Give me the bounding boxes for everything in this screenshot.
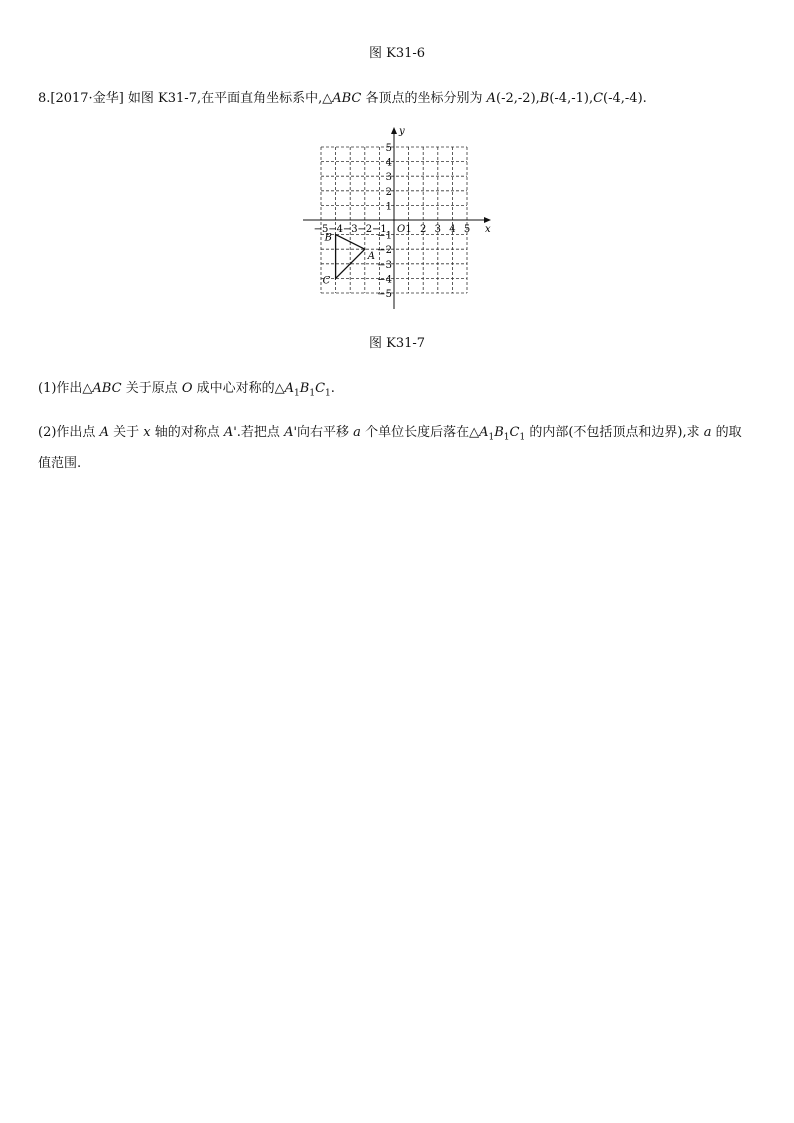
part2-text-10: 个单位长度后落在△ bbox=[360, 425, 480, 440]
y-tick-label: −4 bbox=[377, 274, 392, 286]
y-tick-label: −1 bbox=[377, 230, 392, 242]
part2-text-19: 的取 bbox=[711, 425, 742, 440]
part1-text-4: 成中心对称的△ bbox=[192, 381, 285, 396]
problem-text-2: 各顶点的坐标分别为 bbox=[361, 91, 487, 106]
problem-text-8: (-4,-4). bbox=[603, 91, 647, 106]
x-tick-label: −5 bbox=[313, 224, 329, 235]
part1-text-8: 1 bbox=[309, 388, 316, 399]
part2-text-2: 关于 bbox=[108, 425, 144, 440]
y-tick-label: 5 bbox=[385, 143, 392, 154]
part2-text-3: x bbox=[143, 425, 151, 440]
x-tick-label: 4 bbox=[449, 224, 456, 235]
part2-text-5: A' bbox=[223, 425, 237, 440]
y-tick-label: 3 bbox=[385, 172, 392, 184]
part2-text-16: 1 bbox=[519, 432, 526, 443]
x-tick-label: −3 bbox=[342, 224, 358, 235]
part2-text-9: a bbox=[353, 425, 361, 440]
part2-text-8: 向右平移 bbox=[297, 425, 354, 440]
part1-text-9: C bbox=[315, 381, 326, 396]
part2-text-13: B bbox=[494, 425, 504, 440]
y-axis-arrow bbox=[391, 127, 397, 134]
x-tick-label: 3 bbox=[434, 224, 441, 235]
x-tick-label: −1 bbox=[372, 224, 387, 235]
part1-text-10: 1 bbox=[325, 388, 331, 399]
part2-text-11: A bbox=[479, 425, 489, 440]
coordinate-plane bbox=[300, 124, 496, 314]
part1-text-11: . bbox=[330, 381, 335, 396]
vertex-label: B bbox=[324, 232, 332, 244]
x-tick-label: 5 bbox=[463, 224, 471, 235]
part2-text-15: C bbox=[509, 425, 520, 440]
problem-text-5: B bbox=[539, 91, 550, 106]
top-figure-caption: 图 K31-6 bbox=[368, 46, 426, 61]
vertex-label: A bbox=[367, 251, 376, 263]
problem-text-4: (-2,-2), bbox=[496, 91, 540, 106]
problem-number: 8. bbox=[38, 91, 51, 106]
vertex-label: C bbox=[322, 275, 331, 287]
part2-text-14: 1 bbox=[503, 432, 510, 443]
part2-text-17: 的内部(不包括顶点和边界),求 bbox=[525, 425, 704, 440]
problem-text-7: C bbox=[593, 91, 604, 106]
part1-text-3: O bbox=[181, 381, 193, 396]
part2-text-7: A' bbox=[284, 425, 298, 440]
y-tick-label: −3 bbox=[377, 259, 392, 271]
x-tick-label: −4 bbox=[328, 224, 343, 235]
x-tick-label: −2 bbox=[357, 224, 373, 235]
figure-caption: 图 K31-7 bbox=[368, 336, 426, 351]
problem-source: [2017·金华] bbox=[50, 91, 124, 106]
part2-text-12: 1 bbox=[488, 432, 495, 443]
x-axis-arrow bbox=[484, 217, 491, 223]
problem-text-6: (-4,-1), bbox=[549, 91, 594, 106]
part2-statement-line2: 值范围. bbox=[38, 456, 82, 471]
y-tick-label: −2 bbox=[377, 245, 392, 257]
part1-text-6: 1 bbox=[294, 388, 300, 399]
part2-text-0: (2)作出点 bbox=[38, 425, 100, 440]
part2-text-4: 轴的对称点 bbox=[150, 425, 224, 440]
problem-text-1: ABC bbox=[332, 91, 362, 106]
problem-text-0: 如图 K31-7,在平面直角坐标系中,△ bbox=[127, 91, 333, 106]
y-tick-label: 1 bbox=[385, 201, 392, 213]
problem-statement bbox=[38, 91, 754, 107]
triangle-abc bbox=[336, 235, 365, 279]
part2-text-6: .若把点 bbox=[236, 425, 285, 440]
part1-text-7: B bbox=[299, 381, 310, 396]
part1-text-1: ABC bbox=[92, 381, 122, 396]
x-tick-label: 2 bbox=[420, 224, 427, 235]
part1-text-2: 关于原点 bbox=[121, 381, 182, 396]
part2-text-1: A bbox=[99, 425, 109, 440]
y-tick-label: −5 bbox=[377, 289, 392, 300]
part1-text-5: A bbox=[284, 381, 295, 396]
coordinate-figure bbox=[300, 124, 496, 314]
y-tick-label: 4 bbox=[385, 157, 392, 169]
part2-statement-line1 bbox=[38, 425, 754, 441]
part2-text-18: a bbox=[703, 425, 712, 440]
y-axis-label: y bbox=[399, 126, 405, 137]
part1-statement bbox=[38, 381, 754, 397]
origin-label: O bbox=[397, 224, 406, 235]
part1-text-0: (1)作出△ bbox=[38, 381, 93, 396]
x-tick-label: 1 bbox=[405, 224, 412, 235]
problem-text-3: A bbox=[486, 91, 497, 106]
x-axis-label: x bbox=[485, 224, 491, 235]
y-tick-label: 2 bbox=[385, 186, 392, 198]
